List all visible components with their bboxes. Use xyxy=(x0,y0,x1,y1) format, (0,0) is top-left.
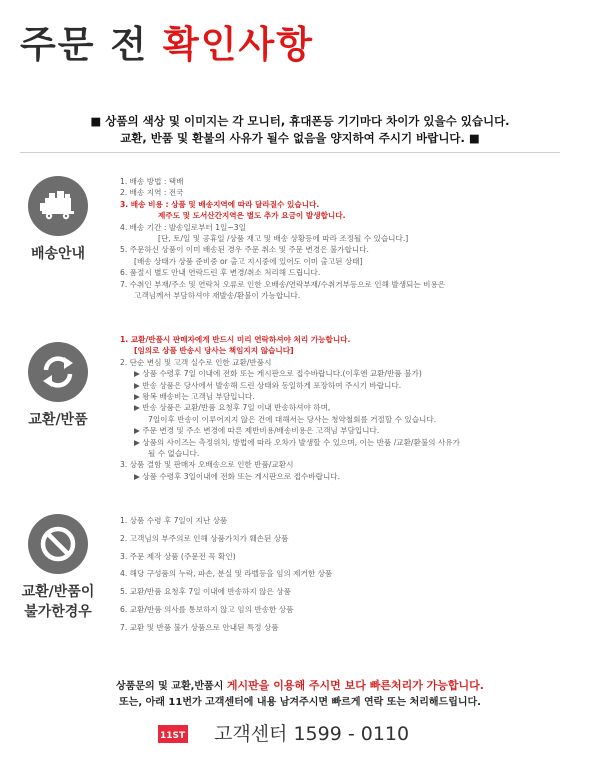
exchange-label: 교환/반품 xyxy=(28,412,88,428)
list-item: 2. 고객님의 부주의로 인해 상품가치가 훼손된 상품 xyxy=(120,533,289,543)
footer-line1: 상품문의 및 교환,반품시 게시판을 이용해 주시면 보다 빠른처리가 가능합니다. xyxy=(116,679,484,692)
list-item: 4. 배송 기간 : 발송일로부터 1일~3일 xyxy=(120,222,246,232)
list-item: ▶ 반송 상품은 교환/반품 요청후 7일 이내 반송하셔야 하며, xyxy=(134,403,331,413)
svg-text:11ST: 11ST xyxy=(160,731,186,741)
list-item: 7. 교환 및 반품 불가 상품으로 안내된 특정 상품 xyxy=(120,622,279,632)
list-item: 3. 주문 제작 상품 (주문전 꼭 확인) xyxy=(120,551,236,561)
11st-logo xyxy=(158,719,198,743)
list-item: 5. 교환/반품 요청후 7일 이내에 반송하지 않은 상품 xyxy=(120,587,291,597)
exchange-list xyxy=(120,334,460,482)
delivery-list xyxy=(120,176,445,301)
list-item: 될 수 없습니다. xyxy=(148,449,200,459)
title-part1: 주문 전 xyxy=(20,23,149,66)
customer-center-phone: 고객센터 1599 - 0110 xyxy=(214,723,410,745)
list-item: 3. 배송 비용 : 상품 및 배송지역에 따라 달라질수 있습니다. xyxy=(120,199,320,209)
list-item: 7. 수취인 부재/주소 및 연락처 오류로 인한 오배송/연락부재/수취거부등으로 인해 발생되는 비용은 xyxy=(120,279,446,289)
list-item: [단, 토/일 및 공휴일 /상품 재고 및 배송 상황등에 따라 조정될 수 있습니다.] xyxy=(158,234,409,244)
prohibited-icon xyxy=(28,514,88,574)
footer-text xyxy=(0,678,600,711)
list-item: ▶ 상품 수령후 7일 이내에 전화 또는 게시판으로 접수바랍니다.(이후엔 교환/반품 불가) xyxy=(134,369,422,379)
list-item: 7일이후 반송이 이루어지지 않은 건에 대해서는 당사는 청약철회를 거절할 수 있습니다. xyxy=(148,414,437,424)
list-item: 5. 주문하신 상품이 이미 배송된 경우 주문 취소 및 주문 변경은 불가합니다. xyxy=(120,245,369,255)
not-allowed-heading xyxy=(16,514,100,622)
list-item: 4. 해당 구성품의 누락, 파손, 분실 및 라벨등을 임의 제거한 상품 xyxy=(120,569,333,579)
list-item: 6. 교환/반품 의사를 통보하지 않고 임의 반송한 상품 xyxy=(120,604,294,614)
list-item: 1. 배송 방법 : 택배 xyxy=(120,177,184,186)
list-item: 제주도 및 도서산간지역은 별도 추가 요금이 발생합니다. xyxy=(158,211,346,221)
delivery-heading xyxy=(16,176,100,264)
list-item: 3. 상품 결함 및 판매자 오배송으로 인한 반품/교환시 xyxy=(120,460,294,470)
list-item: [배송 상태가 상품 준비중 or 출고 지시중에 있어도 이미 출고된 상태] xyxy=(134,256,363,266)
list-item: [임의로 상품 반송시 당사는 책임지지 않습니다] xyxy=(134,346,294,356)
list-item: 2. 배송 지역 : 전국 xyxy=(120,188,184,198)
refresh-icon xyxy=(28,342,88,402)
page-title xyxy=(20,14,314,68)
list-item: ▶ 상품 수령후 3일이내에 전화 또는 게시판으로 접수바랍니다. xyxy=(134,471,341,481)
not-allowed-list xyxy=(120,512,332,637)
list-item: ▶ 상품의 사이즈는 측정위치, 방법에 따라 오차가 발생할 수 있으며, 이는 반품 /교환/환불의 사유가 xyxy=(134,437,460,447)
list-item: 1. 교환/반품시 판매자에게 반드시 미리 연락하셔야 처리 가능합니다. xyxy=(120,335,351,344)
list-item: ▶ 반송 상품은 당사에서 발송해 드린 상태와 동일하게 포장하여 주시기 바랍니다. xyxy=(134,380,402,390)
list-item: 2. 단순 변심 및 고객 실수로 인한 교환/반품시 xyxy=(120,357,272,367)
not-allowed-label: 교환/반품이 불가한경우 xyxy=(21,584,95,620)
notice-banner xyxy=(0,113,600,147)
list-item: 고객님께서 부담하셔야 재발송/환불이 가능합니다. xyxy=(134,291,301,301)
list-item: ▶ 왕복 배송비는 고객님 부담입니다. xyxy=(134,392,255,402)
title-part2: 확인사항 xyxy=(163,23,314,66)
notice-line1: ■ 상품의 색상 및 이미지는 각 모니터, 휴대폰등 기기마다 차이가 있을수 있습니다. xyxy=(90,114,510,128)
notice-line2: 교환, 반품 및 환불의 사유가 될수 없음을 양지하여 주시기 바랍니다. ■ xyxy=(120,131,480,145)
divider xyxy=(20,152,560,153)
list-item: ▶ 주문 변경 및 주소 변경에 따른 제반비용/배송비용은 고객님 부담입니다. xyxy=(134,426,380,436)
truck-icon xyxy=(28,176,88,236)
list-item: 6. 품절시 별도 안내 연락드린 후 변경/취소 처리해 드립니다. xyxy=(120,268,321,278)
footer-line2: 또는, 아래 11번가 고객센터에 내용 남겨주시면 빠르게 연락 또는 처리해드립니다. xyxy=(119,697,481,708)
delivery-label: 배송안내 xyxy=(30,246,86,262)
exchange-heading xyxy=(16,342,100,430)
list-item: 1. 상품 수령 후 7일이 지난 상품 xyxy=(120,516,228,525)
